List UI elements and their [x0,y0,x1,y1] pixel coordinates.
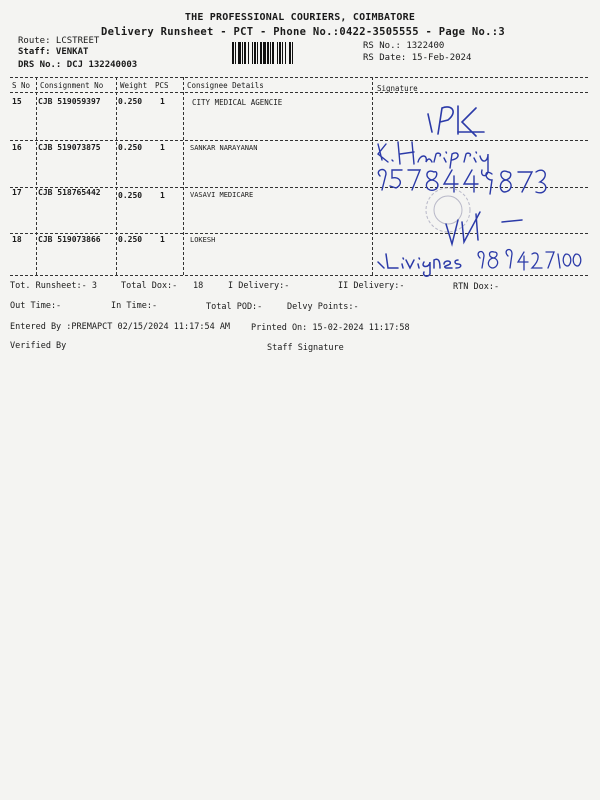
col-divider [116,77,117,275]
row-consignment: CJB 519059397 [38,97,101,106]
row-sno: 16 [12,143,22,152]
runsheet-title: Delivery Runsheet - PCT - Phone No.:0422-3505555 - Page No.:3 [101,26,505,38]
signatures-area [372,92,592,277]
row-weight: 0.250 [118,235,143,244]
row-weight: 0.250 [118,97,143,106]
tot-runsheet: Tot. Runsheet:- 3 [10,281,97,291]
signature-row15 [428,106,484,136]
staff-signature-label: Staff Signature [267,343,344,353]
row-consignee: SANKAR NARAYANAN [190,144,258,152]
col-header-weight: Weight [120,81,148,90]
col-header-consignee: Consignee Details [187,81,264,90]
row-pcs: 1 [160,191,165,200]
company-title: THE PROFESSIONAL COURIERS, COIMBATORE [184,12,416,23]
barcode-image [232,42,360,64]
signature-row18-phone [478,250,581,270]
total-dox-label: Total Dox:- [121,281,178,291]
total-dox-value: 18 [193,281,204,291]
in-time-label: In Time:- [111,301,158,311]
drs-label: DRS No.: DCJ 132240003 [18,60,138,70]
row-sno: 15 [12,97,22,106]
stamp-row17 [426,188,470,232]
row-consignment: CJB 519073875 [38,143,101,152]
barcode-bar [293,42,295,64]
row-consignment: CJB 518765442 [38,188,101,197]
col-header-signature: Signature [377,84,418,93]
row-sno: 18 [12,235,22,244]
col-divider [36,77,37,275]
col-header-sno: S No [12,81,31,90]
entered-by: Entered By :PREMAPCT 02/15/2024 11:17:54 AM [10,322,231,332]
col-divider [183,77,184,275]
row-weight: 0.250 [118,191,143,200]
printed-on: Printed On: 15-02-2024 11:17:58 [251,323,410,333]
row-pcs: 1 [160,143,165,152]
col-header-pcs: PCS [155,81,169,90]
ii-delivery-label: II Delivery:- [338,281,405,291]
i-delivery-label: I Delivery:- [228,281,290,291]
row-sno: 17 [12,188,22,197]
signature-row16-phone [378,170,545,194]
table-top-rule [10,77,588,78]
total-pod-label: Total POD:- [206,302,263,312]
col-header-consignment: Consignment No [40,81,104,90]
staff-label: Staff: VENKAT [18,47,89,57]
route-label: Route: LCSTREET [18,36,100,46]
row-consignment: CJB 519073866 [38,235,101,244]
row-pcs: 1 [160,235,165,244]
row-pcs: 1 [160,97,165,106]
signature-row18 [378,212,522,276]
rs-no-label: RS No.: 1322400 [363,41,445,51]
rs-date-label: RS Date: 15-Feb-2024 [363,53,472,63]
row-consignee: CITY MEDICAL AGENCIE [192,98,283,107]
verified-by-label: Verified By [10,341,67,351]
row-consignee: VASAVI MEDICARE [190,191,254,199]
rtn-dox-label: RTN Dox:- [453,282,500,292]
row-weight: 0.250 [118,143,143,152]
row-consignee: LOKESH [190,236,216,244]
out-time-label: Out Time:- [10,301,62,311]
delvy-points-label: Delvy Points:- [287,302,359,312]
